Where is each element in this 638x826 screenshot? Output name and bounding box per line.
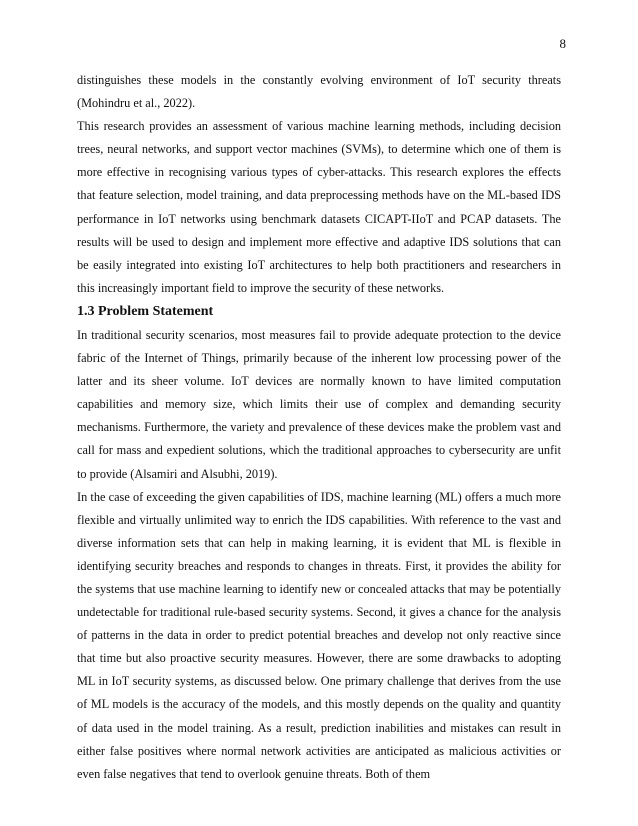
paragraph-traditional-security: In traditional security scenarios, most measures fail to provide adequate protection to the device fabric of the Internet of Things, primarily because of the inherent low processing power of the latter and its sheer volume. IoT devices are normally known to have limited computation capabilities and memory size, which limits their use of complex and demanding security mechanisms. Furthermore, the variety and prevalence of these devices make the problem vast and call for mass and expedient solutions, which the traditional approaches to cybersecurity are unfit to provide (Alsamiri and Alsubhi, 2019).: [77, 327, 561, 481]
body-text: [77, 69, 561, 786]
paragraph-continuation: distinguishes these models in the constantly evolving environment of IoT security threats (Mohindru et al., 2022).: [77, 73, 561, 111]
section-heading: 1.3 Problem Statement: [77, 303, 214, 319]
page-number: 8: [559, 36, 566, 51]
paragraph-research-overview: This research provides an assessment of various machine learning methods, including decision trees, neural networks, and support vector machines (SVMs), to determine which one of them is more effective in recognising various types of cyber-attacks. This research explores the effects that feature selection, model training, and data preprocessing methods have on the ML-based IDS performance in IoT networks using benchmark datasets CICAPT-IIoT and PCAP datasets. The results will be used to design and implement more effective and adaptive IDS solutions that can be easily integrated into existing IoT architectures to help both practitioners and researchers in this increasingly important field to improve the security of these networks.: [77, 119, 561, 295]
paragraph-machine-learning: In the case of exceeding the given capabilities of IDS, machine learning (ML) offers a much more flexible and virtually unlimited way to enrich the IDS capabilities. With reference to the vast and diverse information sets that can help in making learning, it is evident that ML is flexible in identifying security breaches and responds to changes in threats. First, it provides the ability for the systems that use machine learning to identify new or concealed attacks that may be potentially undetectable for traditional rule-based security systems. Second, it gives a chance for the analysis of patterns in the data in order to predict potential breaches and develop not only reactive since that time but also proactive security measures. However, there are some drawbacks to adopting ML in IoT security systems, as discussed below. One primary challenge that derives from the use of ML models is the accuracy of the models, and this mostly depends on the quality and quantity of data used in the model training. As a result, prediction inabilities and mistakes can result in either false positives where normal network activities are anticipated as malicious activities or even false negatives that tend to overlook genuine threats. Both of them: [77, 489, 561, 781]
